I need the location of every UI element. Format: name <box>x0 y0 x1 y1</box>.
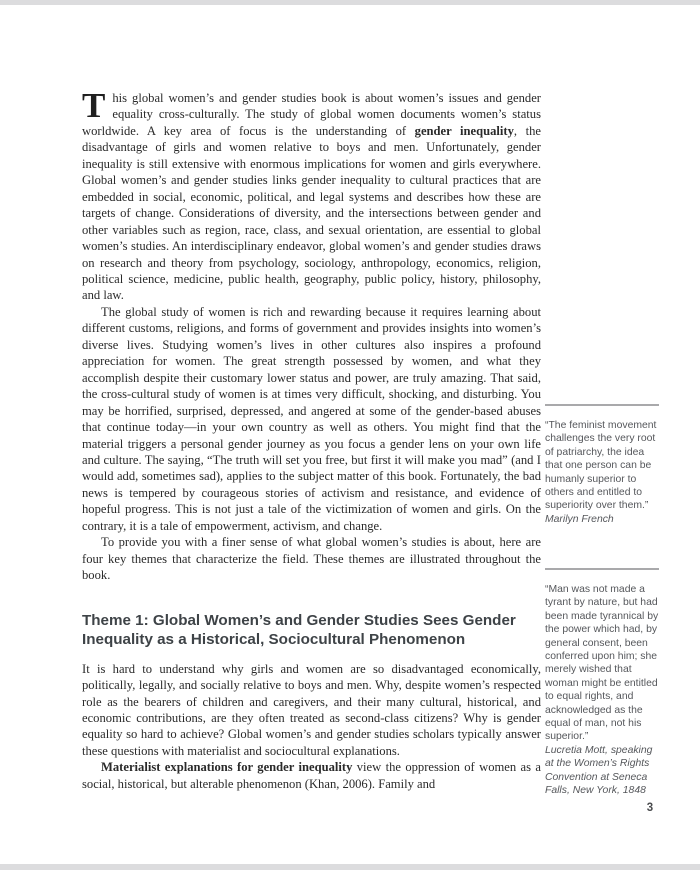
paragraph-intro <box>82 86 541 304</box>
sidebar-rule <box>545 404 659 406</box>
paragraph-four-themes: To provide you with a finer sense of what global women’s studies is about, here are four key themes that characterize the field. These themes are illustrated throughout the book. <box>82 535 541 583</box>
quote-attribution: Lucretia Mott, speaking at the Women’s Rights Convention at Seneca Falls, New York, 1848 <box>545 744 653 797</box>
dropcap-letter: T <box>82 86 106 125</box>
quote-text: “The feminist movement challenges the very root of patriarchy, the idea that one person can be humanly superior to others and entitled to superiority over them.” <box>545 420 657 512</box>
paragraph-materialist: Materialist explanations for gender inequality view the oppression of women as a social, historical, but alterable phenomenon (Khan, 2006). Family and <box>82 760 541 791</box>
sidebar-rule <box>545 568 659 570</box>
paragraph-intro-text: his global women’s and gender studies book is about women’s issues and gender equality cross-culturally. The study of global women documents women’s status worldwide. A key area of focus is the understanding of gender inequality, the disadvantage of girls and women relative to boys and men. Unfortunately, gender inequality is still extensive with enormous implications for women and girls everywhere. Global women’s and gender studies links gender inequality to cultural practices that are embedded in social, economic, political, and legal systems and describes how these are targets of change. Considerations of diversity, and the intersections between gender and other variables such as region, race, class, and sexual orientation, are essential to global women’s studies. An interdisciplinary endeavor, global women’s and gender studies draws on research and theory from psychology, sociology, anthropology, economics, religion, political science, medicine, public health, geography, public policy, history, philosophy, and law. <box>82 91 541 303</box>
page-edge-bottom <box>0 864 700 870</box>
page-edge-top <box>0 0 700 5</box>
paragraph-hard-to-understand: It is hard to understand why girls and women are so disadvantaged economically, politically, legally, and socially relative to boys and men. Why, despite women’s respected role as the bearers of children and caregivers, and their many cultural, historical, and economic contributions, are they often treated as second-class citizens? Why is gender equality so hard to achieve? Global women’s and gender studies scholars typically answer these questions with materialist and sociocultural explanations. <box>82 661 541 758</box>
quote-attribution: Marilyn French <box>545 513 614 525</box>
sidebar-quote-mott <box>545 568 659 798</box>
paragraph-global-study: The global study of women is rich and rewarding because it requires learning about different customs, religions, and forms of government and provides insights into women’s diverse lives. Studying women’s lives in other cultures also inspires a profound appreciation for women. The great strength possessed by women, and what they accomplish despite their customary lower status and power, are truly amazing. That said, the cross-cultural study of women is at times very difficult, shocking, and disturbing. You may be horrified, surprised, depressed, and angered at some of the gender-based abuses that continue today—in your own country as well as others. You might find that the material triggers a personal gender journey as you focus a gender lens on your own life and culture. The saying, “The truth will set you free, but first it will make you mad” (and I would add, sometimes sad), applies to the subject matter of this book. Fortunately, the bad news is tempered by courageous stories of activism and resistance, and evidence of hopeful progress. This is not just a tale of the victimization of women and girls. On the contrary, it is a tale of empowerment, activism, and change. <box>82 304 541 533</box>
theme-1-heading: Theme 1: Global Women’s and Gender Studies Sees Gender Inequality as a Historical, Sociocultural Phenomenon <box>82 611 516 649</box>
page-number: 3 <box>646 802 654 814</box>
sidebar-quote-french <box>545 404 659 526</box>
body-text-column <box>82 86 541 792</box>
quote-text: “Man was not made a tyrant by nature, but had been made tyrannical by the power which had, by general consent, been conferred upon him; she merely wished that woman might be entitled to equal rights, and acknowledged as the equal of man, not his superior.” <box>545 584 659 743</box>
